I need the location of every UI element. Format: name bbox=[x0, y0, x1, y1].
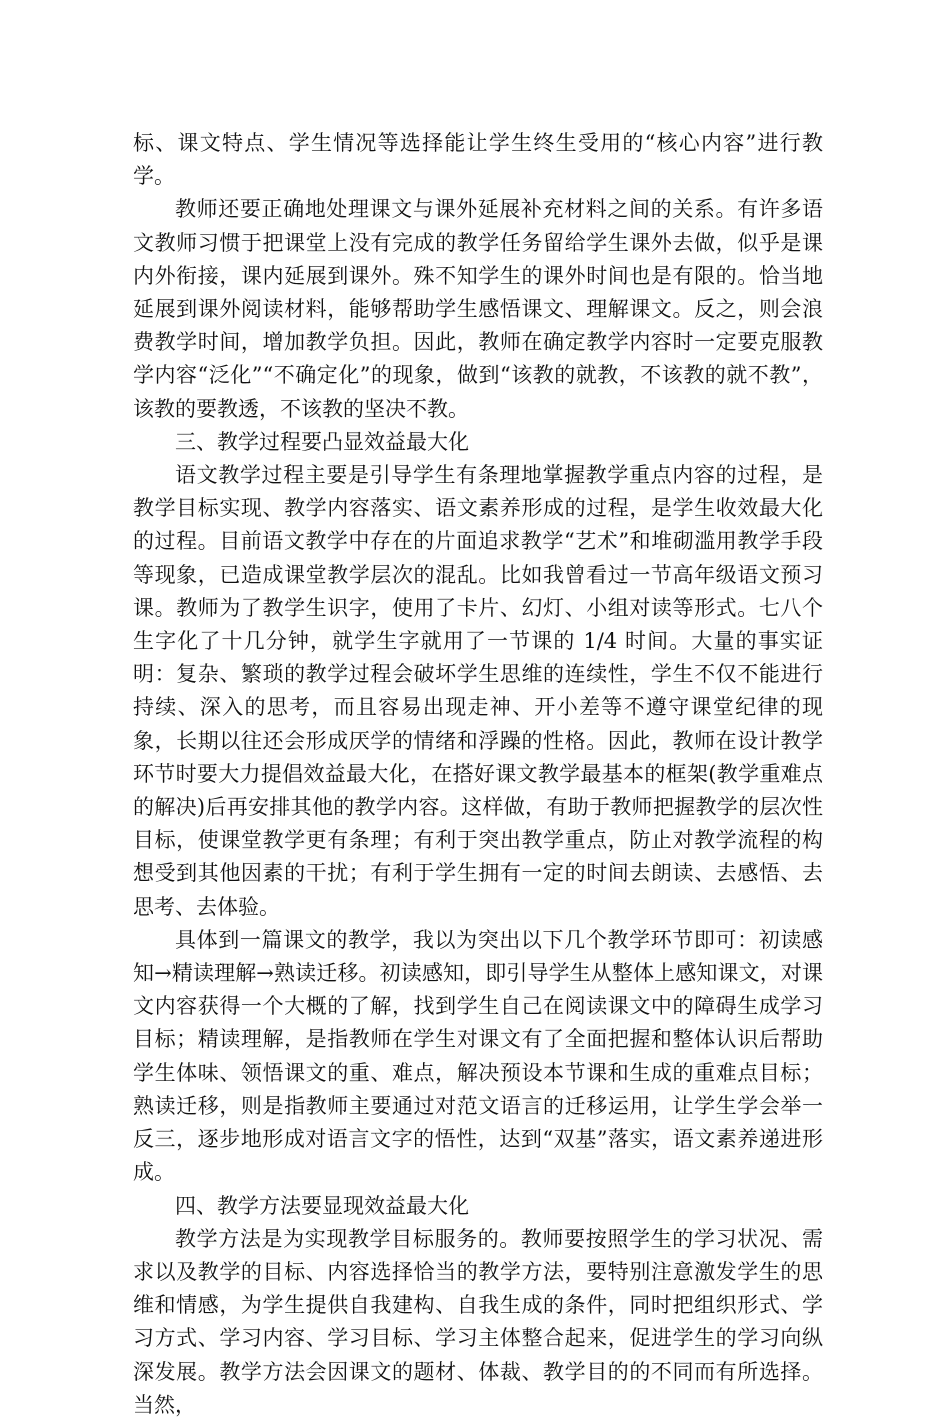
paragraph-extension-materials: 教师还要正确地处理课文与课外延展补充材料之间的关系。有许多语文教师习惯于把课堂上没有完成的教学任务留给学生课外去做，似乎是课内外衔接，课内延展到课外。殊不知学生的课外时间也是有限的。恰当地延展到课外阅读材料，能够帮助学生感悟课文、理解课文。反之，则会浪费教学时间，增加教学负担。因此，教师在确定教学内容时一定要克服教学内容“泛化”“不确定化”的现象，做到“该教的就教，不该教的就不教”，该教的要教透，不该教的坚决不教。 bbox=[133, 197, 823, 421]
paragraph-teaching-process: 语文教学过程主要是引导学生有条理地掌握教学重点内容的过程，是教学目标实现、教学内容落实、语文素养形成的过程，是学生收效最大化的过程。目前语文教学中存在的片面追求教学“艺术”和堆砌滥用教学手段等现象，已造成课堂教学层次的混乱。比如我曾看过一节高年级语文预习课。教师为了教学生识字，使用了卡片、幻灯、小组对读等形式。七八个生字化了十几分钟，就学生字就用了一节课的 1/4 时间。大量的事实证明：复杂、繁琐的教学过程会破坏学生思维的连续性，学生不仅不能进行持续、深入的思考，而且容易出现走神、开小差等不遵守课堂纪律的现象，长期以往还会形成厌学的情绪和浮躁的性格。因此，教师在设计教学环节时要大力提倡效益最大化，在搭好课文教学最基本的框架(教学重难点的解决)后再安排其他的教学内容。这样做，有助于教师把握教学的层次性目标，使课堂教学更有条理；有利于突出教学重点，防止对教学流程的构想受到其他因素的干扰；有利于学生拥有一定的时间去朗读、去感悟、去思考、去体验。 bbox=[133, 463, 823, 919]
paragraph-teaching-methods: 教学方法是为实现教学目标服务的。教师要按照学生的学习状况、需求以及教学的目标、内容选择恰当的教学方法，要特别注意激发学生的思维和情感，为学生提供自我建构、自我生成的条件，同时把组织形式、学习方式、学习内容、学习目标、学习主体整合起来，促进学生的学习向纵深发展。教学方法会因课文的题材、体裁、教学目的的不同而有所选择。当然， bbox=[133, 1226, 823, 1417]
document-page bbox=[133, 127, 823, 1422]
paragraph-continued: 标、课文特点、学生情况等选择能让学生终生受用的“核心内容”进行教学。 bbox=[133, 131, 823, 189]
paragraph-teaching-steps: 具体到一篇课文的教学，我以为突出以下几个教学环节即可：初读感知→精读理解→熟读迁移。初读感知，即引导学生从整体上感知课文，对课文内容获得一个大概的了解，找到学生自己在阅读课文中的障碍生成学习目标；精读理解，是指教师在学生对课文有了全面把握和整体认识后帮助学生体味、领悟课文的重、难点，解决预设本节课和生成的重难点目标；熟读迁移，则是指教师主要通过对范文语言的迁移运用，让学生学会举一反三，逐步地形成对语言文字的悟性，达到“双基”落实，语文素养递进形成。 bbox=[133, 927, 823, 1185]
section-heading-3: 三、教学过程要凸显效益最大化 bbox=[175, 429, 469, 454]
section-heading-4: 四、教学方法要显现效益最大化 bbox=[175, 1193, 469, 1218]
